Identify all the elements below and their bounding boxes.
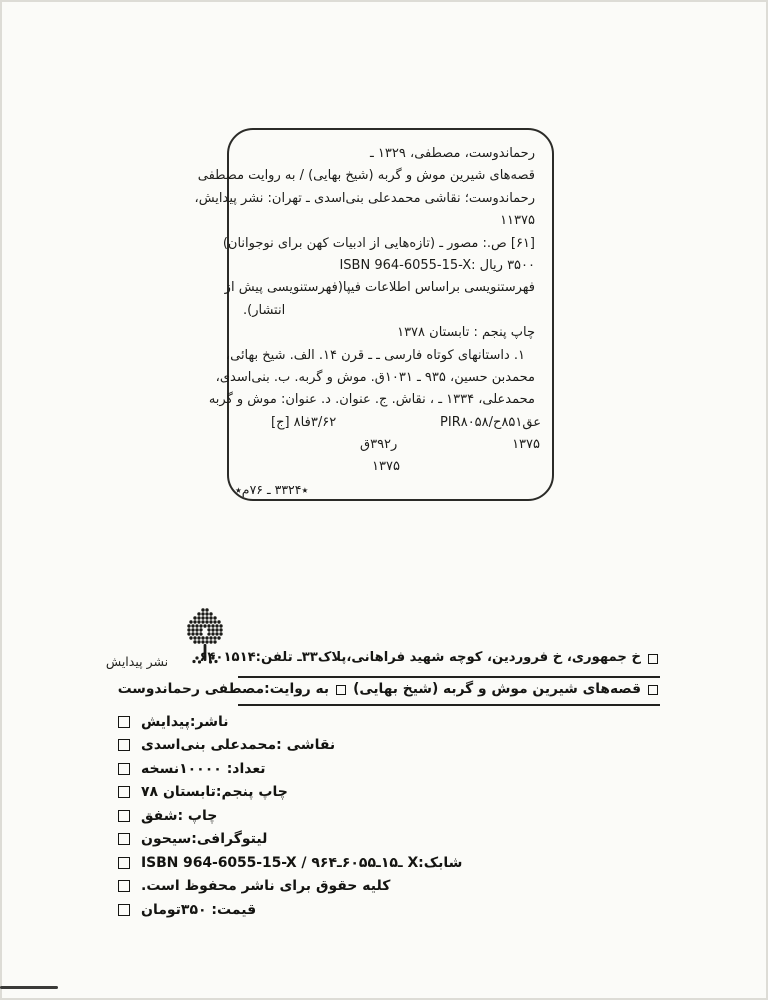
list-item-label: قیمت: ۳۵۰تومان	[141, 901, 257, 918]
cip-lc-class: عق۸۵۱ح/PIR۸۰۵۸	[440, 414, 541, 430]
divider-rule-top	[238, 676, 660, 678]
book-narrator: به روایت:مصطفی رحماندوست	[117, 681, 330, 697]
list-item-label: چاپ پنجم:تابستان ۷۸	[141, 784, 288, 801]
square-bullet-icon	[118, 763, 130, 775]
colophon-list	[118, 710, 462, 922]
list-item-label: ناشر:پیدایش	[141, 713, 229, 730]
cip-price-isbn-line: ۳۵۰۰ ریال :ISBN 964-6055-15-X	[339, 257, 535, 273]
list-item-label: کلیه حقوق برای ناشر محفوظ است.	[141, 878, 391, 895]
scan-artifact	[0, 986, 58, 989]
cip-collation-line: [۶۱] ص.: مصور ـ (تازه‌هایی از ادبیات کهن برای نوجوانان)	[222, 235, 535, 251]
list-item-edition	[118, 781, 462, 805]
square-bullet-icon	[118, 739, 130, 751]
square-bullet-icon	[118, 833, 130, 845]
cip-edition-line: چاپ پنجم : تابستان ۱۳۷۸	[397, 325, 535, 341]
list-item-print-run	[118, 757, 462, 781]
square-bullet-icon	[118, 904, 130, 916]
cip-subject-line-2: محمدبن حسین، ۹۳۵ ـ ۱۰۳۱ق. موش و گربه. ب. بنی‌اسدی،	[215, 369, 535, 385]
book-title: قصه‌های شیرین موش و گربه (شیخ بهایی)	[353, 681, 641, 697]
cip-title-line: قصه‌های شیرین موش و گربه (شیخ بهایی) / به روایت مصطفی	[197, 168, 535, 184]
cip-national-bibliography-number: ٭۳۳۲۴ ـ ۷۶م٭	[235, 481, 309, 497]
cip-call-number-row	[229, 412, 552, 434]
list-item-label: شابک:X ـ۱۵ـ۶۰۵۵ـ۹۶۴ / ISBN 964-6055-15-X	[141, 854, 463, 871]
list-item-publisher	[118, 710, 462, 734]
cip-year-line: ۱۱۳۷۵	[500, 213, 535, 229]
square-bullet-icon	[648, 685, 658, 695]
cip-cataloging-box	[194, 128, 554, 501]
list-item-isbn	[118, 851, 462, 875]
square-bullet-icon	[118, 786, 130, 798]
list-item-label: تعداد: ۱۰۰۰۰نسخه	[141, 760, 266, 777]
cip-cutter-row	[229, 434, 552, 456]
list-item-price	[118, 898, 462, 922]
square-bullet-icon	[336, 685, 346, 695]
list-item-illustrator	[118, 734, 462, 758]
publisher-name: نشر پیدایش	[105, 654, 169, 669]
square-bullet-icon	[648, 654, 658, 664]
cip-cutter: ر۳۹۲ق	[360, 437, 398, 453]
publisher-address-row	[199, 650, 658, 665]
list-item-label: لیتوگرافی:سیحون	[141, 831, 268, 848]
cip-author-line: رحماندوست، مصطفی، ۱۳۲۹ ـ	[369, 146, 535, 161]
publisher-address: خ جمهوری، خ فروردین، کوچه شهید فراهانی،پلاک۳۳ـ تلفن:۶۴۰۱۵۱۴	[199, 650, 641, 665]
square-bullet-icon	[118, 716, 130, 728]
cip-dewey-year: ۱۳۷۵	[372, 459, 400, 475]
list-item-lithography	[118, 828, 462, 852]
square-bullet-icon	[118, 880, 130, 892]
list-item-label: چاپ :شفق	[141, 807, 218, 824]
cip-fipa-line: فهرستنویسی براساس اطلاعات فیپا(فهرستنویسی پیش از	[224, 280, 535, 296]
book-title-row	[118, 681, 658, 697]
square-bullet-icon	[118, 810, 130, 822]
divider-rule-bottom	[238, 704, 660, 706]
cip-subject-line-1: ۱. داستانهای کوتاه فارسی ـ ـ قرن ۱۴. الف. شیخ بهائی،	[225, 347, 525, 363]
list-item-label: نقاشی :محمدعلی بنی‌اسدی	[141, 737, 336, 754]
cip-subject-line-3: محمدعلی، ۱۳۳۴ ـ ، نقاش. ج. عنوان. د. عنوان: موش و گربه	[208, 392, 535, 408]
list-item-printer	[118, 804, 462, 828]
cip-lc-year: ۱۳۷۵	[512, 437, 540, 453]
list-item-rights	[118, 875, 462, 899]
square-bullet-icon	[118, 857, 130, 869]
cip-imprint-line: رحماندوست؛ نقاشی محمدعلی بنی‌اسدی ـ تهران: نشر پیدایش،	[194, 190, 535, 206]
cip-dewey-class: ۳/۶۲فا۸ [ج]	[271, 414, 337, 430]
cip-fipa-continuation: انتشار).	[243, 302, 286, 318]
